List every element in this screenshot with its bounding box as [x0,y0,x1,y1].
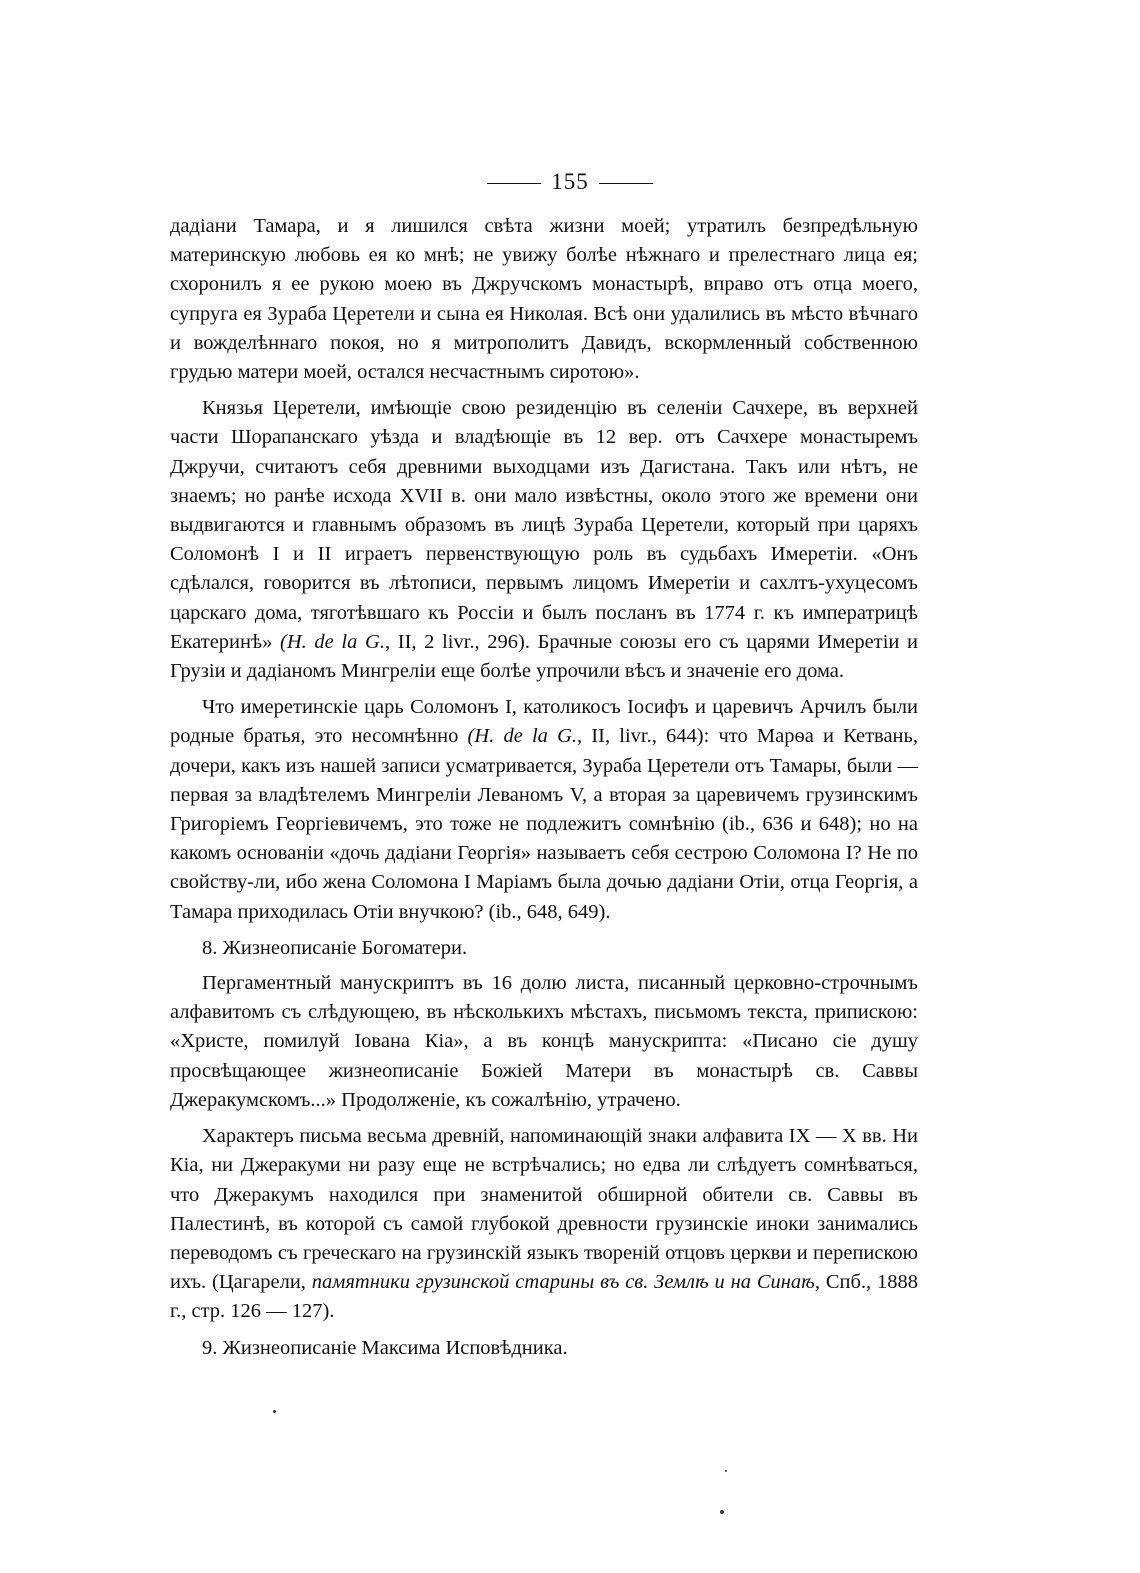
paragraph-tsereteli-princes [170,394,918,686]
citation: (H. de la G. [280,630,385,653]
paragraph-text: Князья Церетели, имѣющіе свою резиденцію въ селеніи Сачхере, въ верхней части Шорапанскаго уѣзда и владѣющіе въ 12 вер. отъ Сачхере монастыремъ Джручи, считаютъ себя древними выходцами изъ Дагистана. Такъ или нѣтъ, не знаемъ; но ранѣе исхода XVII в. они мало извѣстны, около этого же времени они выдвигаются и главнымъ образомъ въ лицѣ Зураба Церетели, который при царяхъ Соломонѣ I и II играетъ первенствующую роль въ судьбахъ Имеретіи. «Онъ сдѣлался, говорится въ лѣтописи, первымъ лицомъ Имеретіи и сахлтъ-ухуцесомъ царскаго дома, тяготѣвшаго къ Россіи и былъ посланъ въ 1774 г. къ императрицѣ Екатеринѣ» [170,397,918,653]
scan-speck [725,1470,727,1472]
section-heading-9: 9. Жизнеописаніе Максима Исповѣдника. [202,1336,568,1359]
paragraph-imeretian-kings [170,693,918,927]
citation: памятники грузинской старины въ св. Землѣ и на Синаѣ, [311,1271,820,1294]
citation: (H. de la G. [467,725,578,748]
paragraph-text: , II, livr., 644): что Марѳа и Кетвань, дочери, какъ изъ нашей записи усматривается, Зураба Церетели отъ Тамары, были — первая за владѣтелемъ Мингреліи Леваномъ V, а вторая за царевичемъ грузинскимъ Григоріемъ Георгіевичемъ, это тоже не подлежитъ сомнѣнію (ib., 636 и 648); но на какомъ основаніи «дочь дадіани Георгія» называетъ себя сестрою Соломона I? Не по свойству-ли, ибо жена Соломона I Маріамъ была дочью дадіани Отіи, отца Георгія, а Тамара приходилась Отіи внучкою? (ib., 648, 649). [170,725,919,923]
paragraph-text: Что имеретинскіе царь Соломонъ I, католикосъ Іосифъ и царевичъ Арчилъ были родные братья, это несомнѣнно [170,696,918,748]
paragraph-script-character [170,1122,918,1326]
paragraph-text: Характеръ письма весьма древній, напоминающій знаки алфавита IX — X вв. Ни Кіа, ни Джеракуми ни разу еще не встрѣчались; но едва ли слѣдуетъ сомнѣваться, что Джеракумъ находился при знаменитой обширной обители св. Саввы въ Палестинѣ, въ которой съ самой глубокой древности грузинскіе иноки занимались переводомъ съ греческаго на грузинскій языкъ твореній отцовъ церкви и перепискою ихъ. (Цагарели, [170,1125,918,1294]
page-number-left-rule [487,183,541,184]
scan-speck [720,1510,724,1514]
page-number: 155 [551,169,589,194]
paragraph-text: , II, 2 livr., 296). Брачные союзы его съ царями Имеретіи и Грузіи и дадіаномъ Мингреліи еще болѣе упрочили вѣсъ и значеніе его дома. [170,630,919,683]
scan-speck [273,1410,276,1413]
body-text [170,212,918,1369]
paragraph-text: Спб., 1888 г., стр. 126 — 127). [170,1271,919,1323]
page-number-right-rule [599,183,653,184]
page-number-header [0,169,1140,195]
paragraph-continuation: дадіани Тамара, и я лишился свѣта жизни моей; утратилъ безпредѣльную материнскую любовь ея ко мнѣ; не увижу болѣе нѣжнаго и прелестнаго лица ея; схоронилъ я ее рукою моею въ Джручскомъ монастырѣ, вправо отъ отца моего, супруга ея Зураба Церетели и сына ея Николая. Всѣ они удалились въ мѣсто вѣчнаго и вожделѣннаго покоя, но я митрополитъ Давидъ, вскормленный собственною грудью матери моей, остался несчастнымъ сиротою». [170,215,918,384]
section-heading-8: 8. Жизнеописаніе Богоматери. [202,936,468,959]
paragraph-manuscript-description: Пергаментный манускриптъ въ 16 долю листа, писанный церковно-строчнымъ алфавитомъ съ слѣдующею, въ нѣсколькихъ мѣстахъ, письмомъ текста, припискою: «Христе, помилуй Іована Кіа», а въ концѣ манускрипта: «Писано сіе душу просвѣщающее жизнеописаніе Божіей Матери въ монастырѣ св. Саввы Джеракумскомъ...» Продолженіе, къ сожалѣнію, утрачено. [170,972,918,1111]
